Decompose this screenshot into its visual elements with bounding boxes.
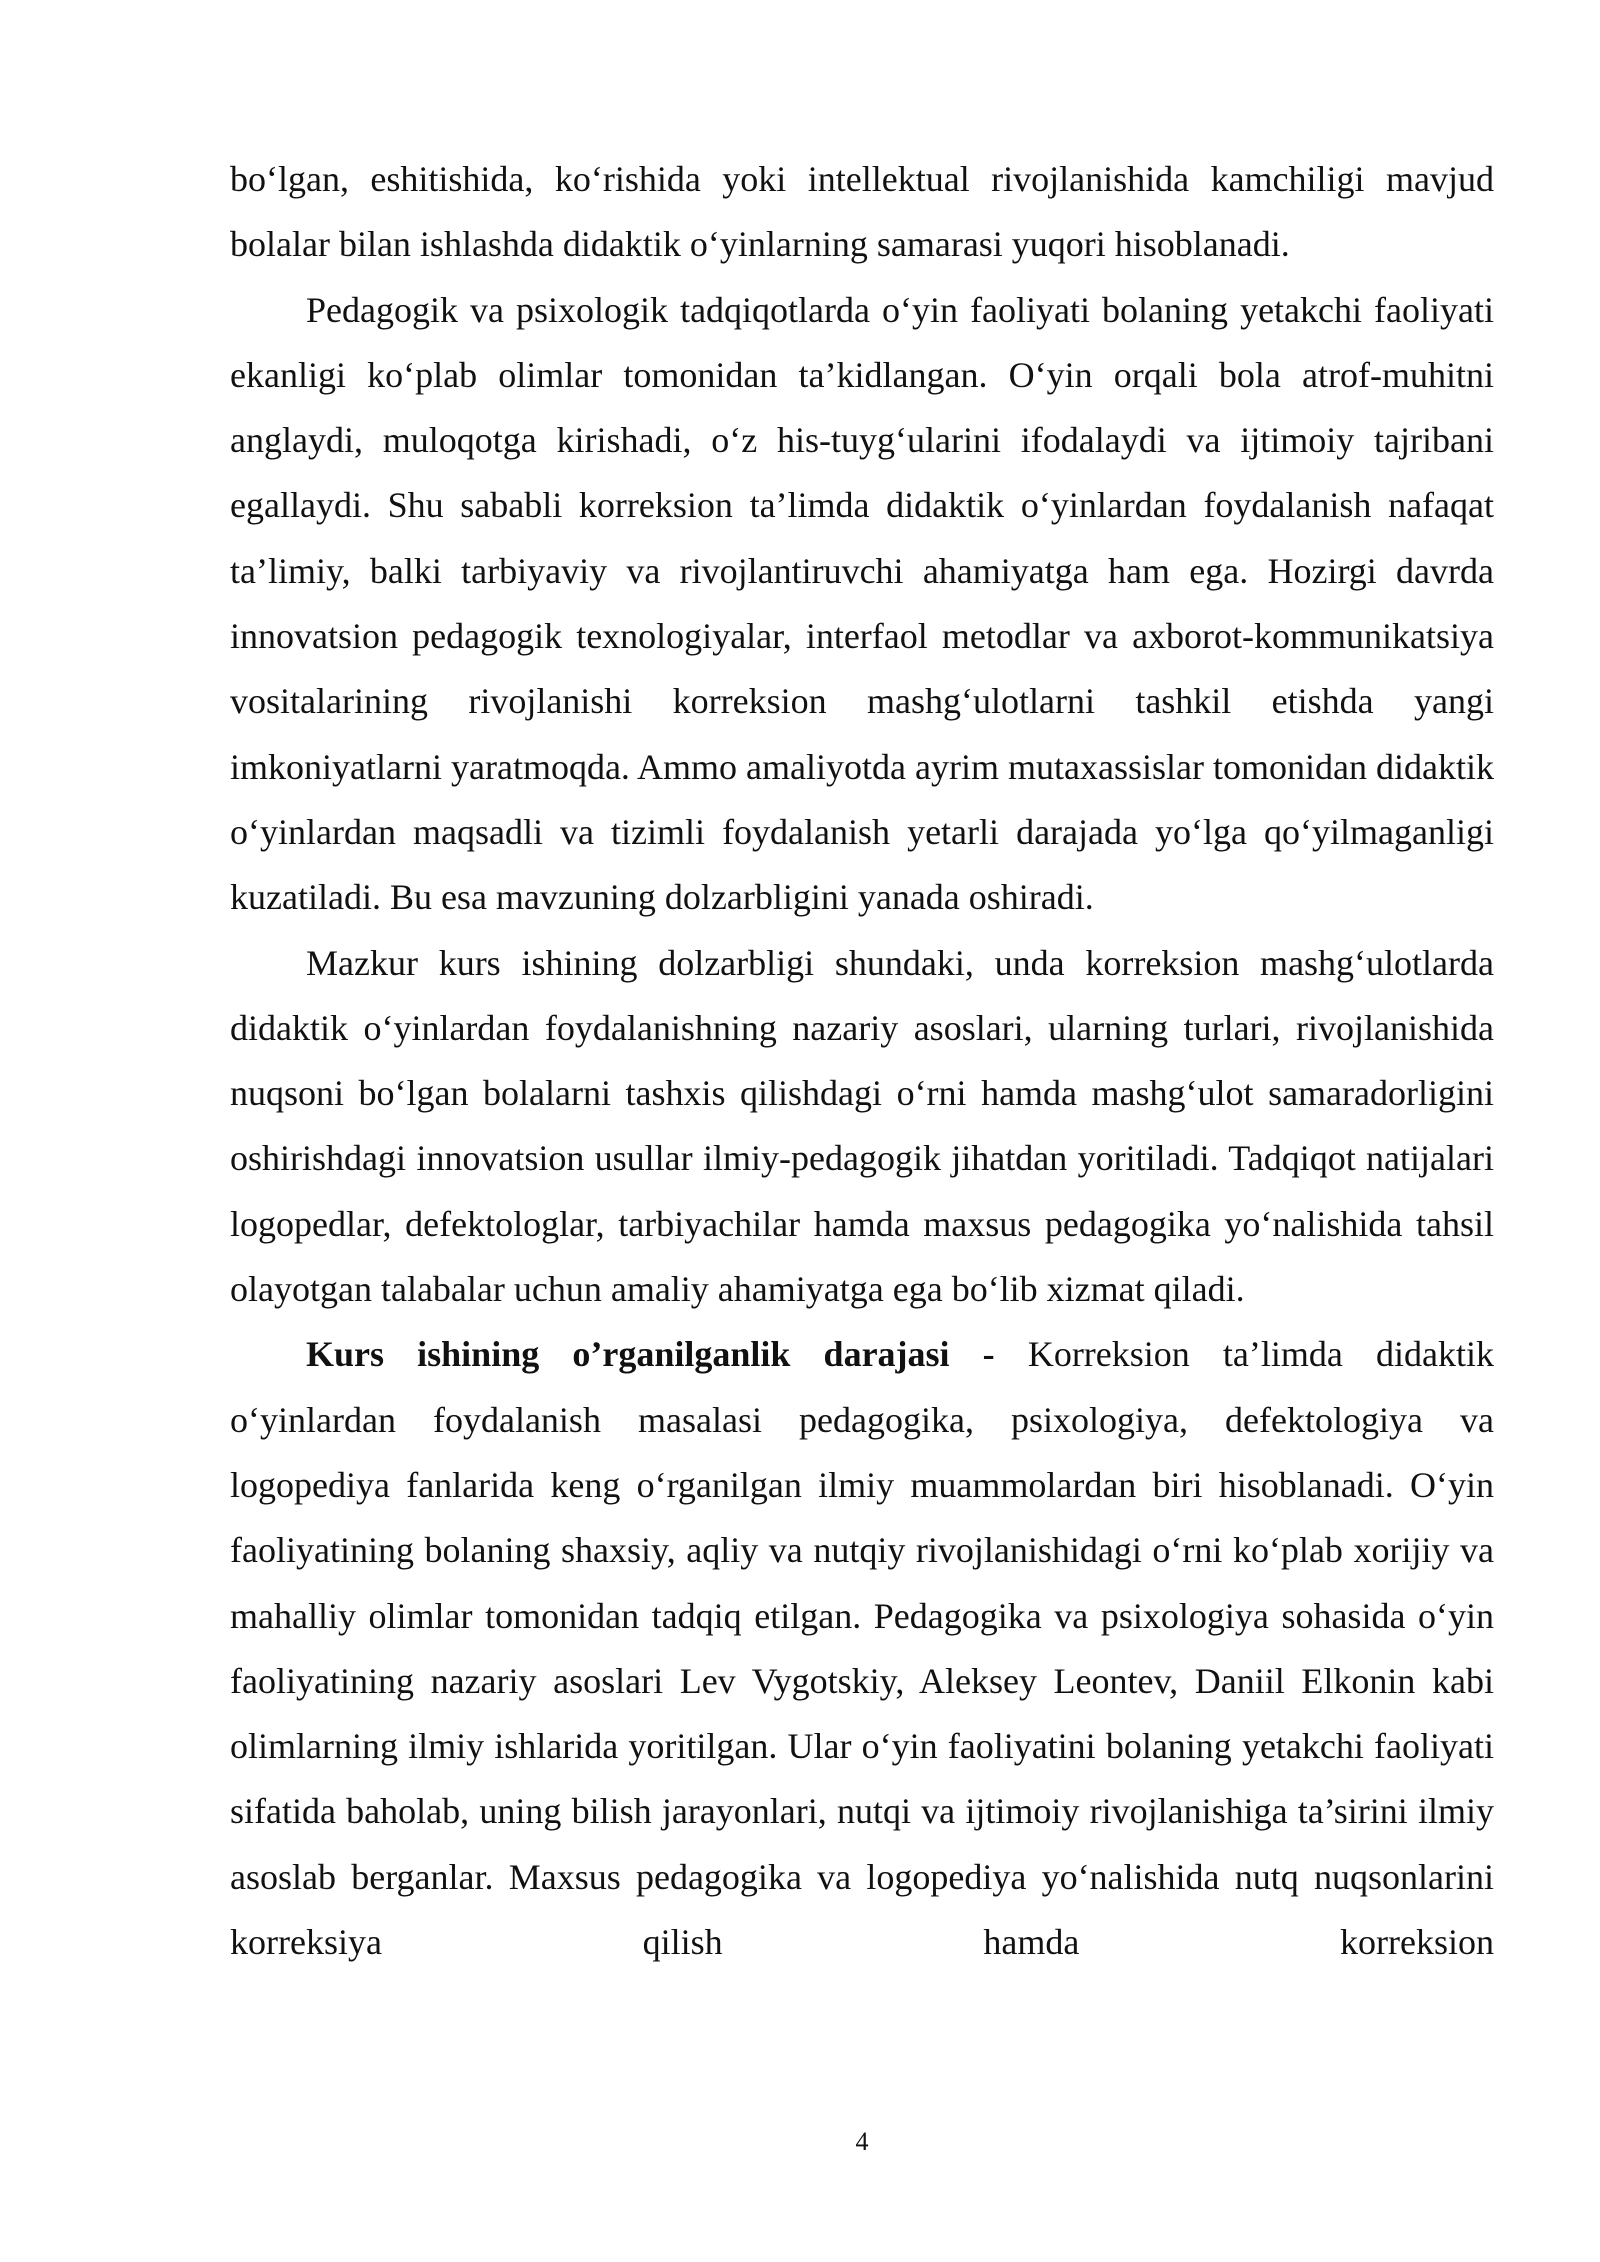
paragraph-lead-heading: Kurs ishining o’rganilganlik darajasi - [306,1334,995,1375]
document-body [230,147,1494,1975]
paragraph-game-activity: Pedagogik va psixologik tadqiqotlarda o‘yin faoliyati bolaning yetakchi faoliyati ekanligi ko‘plab olimlar tomonidan ta’kidlangan. O‘yin orqali bola atrof-muhitni anglaydi, muloqotga kirishadi, o‘z his-tuyg‘ularini ifodalaydi va ijtimoiy tajribani egallaydi. Shu sababli korreksion ta’limda didaktik o‘yinlardan foydalanish nafaqat ta’limiy, balki tarbiyaviy va rivojlantiruvchi ahamiyatga ham ega. Hozirgi davrda innovatsion pedagogik texnologiyalar, interfaol metodlar va axborot-kommunikatsiya vositalarining rivojlanishi korreksion mashg‘ulotlarni tashkil etishda yangi imkoniyatlarni yaratmoqda. Ammo amaliyotda ayrim mutaxassislar tomonidan didaktik o‘yinlardan maqsadli va tizimli foydalanish yetarli darajada yo‘lga qo‘yilmaganligi kuzatiladi. Bu esa mavzuning dolzarbligini yanada oshiradi. [230,289,1494,918]
paragraph-body-text: Korreksion ta’limda didaktik o‘yinlardan foydalanish masalasi pedagogika, psixologiya, defektologiya va logopediya fanlarida keng o‘rganilgan ilmiy muammolardan biri hisoblanadi. O‘yin faoliyatining bolaning shaxsiy, aqliy va nutqiy rivojlanishidagi o‘rni ko‘plab xorijiy va mahalliy olimlar tomonidan tadqiq etilgan. Pedagogika va psixologiya sohasida o‘yin faoliyatining nazariy asoslari Lev Vygotskiy, Aleksey Leontev, Daniil Elkonin kabi olimlarning ilmiy ishlarida yoritilgan. Ular o‘yin faoliyatini bolaning yetakchi faoliyati sifatida baholab, uning bilish jarayonlari, nutqi va ijtimoiy rivojlanishiga ta’sirini ilmiy asoslab berganlar. Maxsus pedagogika va logopediya yo‘nalishida nutq nuqsonlarini korreksiya qilish hamda korreksion [230,1334,1495,1963]
paragraph-continuation: bo‘lgan, eshitishida, ko‘rishida yoki intellektual rivojlanishida kamchiligi mavjud bolalar bilan ishlashda didaktik o‘yinlarning samarasi yuqori hisoblanadi. [230,159,1494,265]
paragraph-study-level [230,1322,1494,1975]
paragraph-relevance: Mazkur kurs ishining dolzarbligi shundaki, unda korreksion mashg‘ulotlarda didaktik o‘yinlardan foydalanishning nazariy asoslari, ularning turlari, rivojlanishida nuqsoni bo‘lgan bolalarni tashxis qilishdagi o‘rni hamda mashg‘ulot samaradorligini oshirishdagi innovatsion usullar ilmiy-pedagogik jihatdan yoritiladi. Tadqiqot natijalari logopedlar, defektologlar, tarbiyachilar hamda maxsus pedagogika yo‘nalishida tahsil olayotgan talabalar uchun amaliy ahamiyatga ega bo‘lib xizmat qiladi. [230,942,1494,1310]
page-number: 4 [855,2127,869,2156]
